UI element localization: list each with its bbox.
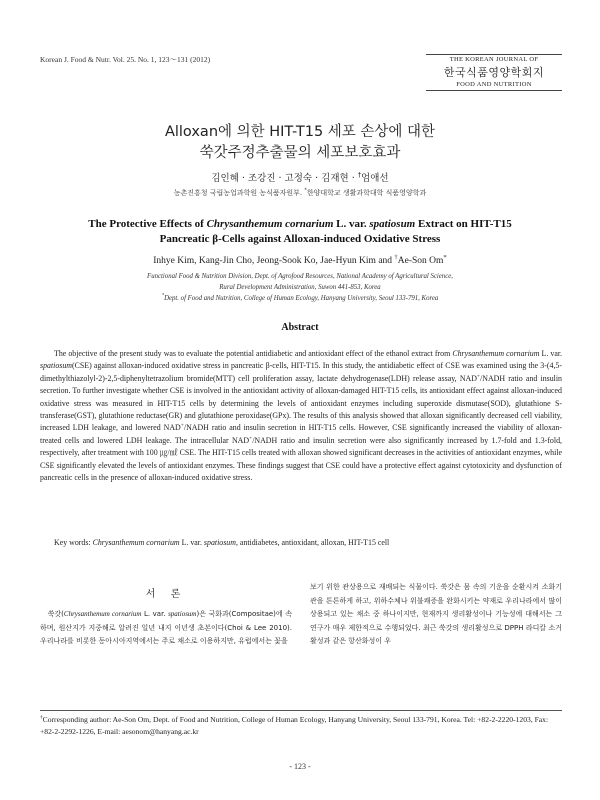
abstract-body: The objective of the present study was to evaluate the potential antidiabetic and antioxidant effect of the ethanol extract from Chrysanthemum cornarium L. var. spatiosum(CSE) against alloxan-induced oxidative stress in pancreatic β-cells, HIT-T15. In this study, the antidiabetic effect of CSE was examined using the 3-(4,5-dimethylthiazolyl-2)-2,5-diphenyltetrazolium bromide(MTT) cell proliferation assay, lactate dehydrogenase(LDH) release assay, NAD+/NADH ratio and insulin secretion. To further investigate whether CSE is involved in the antioxidant activity of alloxan-damaged HIT-T15 cells, its antioxidant effect against alloxan-induced oxidative stress was measured in HIT-T15 cells by determining the levels of antioxidant enzymes including superoxide dismutase(SOD), glutathione S-transferase(GST), glutathione reductase(GR) and glutathione peroxidase(GPx). The results of this analysis showed that alloxan significantly decreased cell viability, increased LDH leakage, and lowered NAD+/NADH ratio and insulin secretion in HIT-T15 cells. However, CSE significantly increased the viability of alloxan-treated cells and lowered LDH leakage. The intracellular NAD+/NADH ratio and insulin secretion were also significantly increased by 1.7-fold and 1.3-fold, respectively, after treatment with 100 ㎍/㎖ CSE. The HIT-T15 cells treated with alloxan showed significant decreases in the activities of antioxidant enzymes, while CSE significantly elevated the levels of antioxidant enzymes. These findings suggest that CSE could have a protective effect against cytotoxicity and dysfunction of pancreatic cells in the presence of alloxan-induced oxidative stress. [40,349,563,483]
english-affiliations [0,271,600,304]
english-title-line2: Pancreatic β-Cells against Alloxan-induced Oxidative Stress [159,233,441,245]
english-title-line1: The Protective Effects of Chrysanthemum cornarium L. var. spatiosum Extract on HIT-T15 [88,218,512,230]
english-affiliation-1-line2: Rural Development Administration, Suwon 441-853, Korea [219,284,381,291]
masthead-en-top: THE KOREAN JOURNAL OF [449,56,539,63]
english-affiliation-2: *Dept. of Food and Nutrition, College of Human Ecology, Hanyang University, Seoul 133-791, Korea [161,293,439,302]
english-affiliation-1-line1: Functional Food & Nutrition Division, Dept. of Agrofood Resources, National Academy of Agricultural Science, [147,273,453,280]
body-column-right: 보기 위한 관상용으로 재배되는 식물이다. 쑥갓은 몸 속의 기운을 순환시켜 소화기관을 튼튼하게 하고, 위하수체나 위불쾌증을 완화시키는 약재로 우리나라에서 많이 상용되고 있는 채소 중 하나이지만, 현재까지 생리활성이나 기능성에 대해서는 그 연구가 매우 제한적으로 수행되었다. 최근 쑥갓의 생리활성으로 DPPH 라디칼 소거활성과 같은 항산화성이 우 [310,583,562,646]
english-authors: Inhye Kim, Kang-Jin Cho, Jeong-Sook Ko, Jae-Hyun Kim and †Ae-Son Om* [153,253,447,266]
abstract-heading: Abstract [281,322,319,333]
korean-affiliation-2: 한양대학교 생활과학대학 식품영양학과 [306,189,427,197]
section-heading-introduction: 서 론 [145,589,187,600]
author-star: * [443,253,447,261]
journal-masthead [426,54,562,91]
journal-citation: Korean J. Food & Nutr. Vol. 25. No. 1, 123～131 (2012) [40,55,211,64]
corresponding-mark-en: † [394,253,398,261]
korean-authors [0,170,600,184]
masthead-en-bottom: FOOD AND NUTRITION [456,81,532,88]
korean-title-line1: Alloxan에 의한 HIT-T15 세포 손상에 대한 [164,124,436,140]
english-title [40,217,560,247]
footnote-rule [40,710,562,711]
body-column-left: 쑥갓(Chrysanthemum cornarium L. var. spatiosum)은 국화과(Compositae)에 속하며, 원산지가 지중해로 알려진 일년 내지 이년생 초본이다(Choi & Lee 2010). 우리나라를 비롯한 동아시아지역에서는 주로 채소로 이용하지만, 유럽에서는 꽃을 [40,610,292,646]
korean-author-list: 김인혜 · 조강진 · 고정숙 · 김재현 · [211,173,358,184]
masthead-rule-bottom [426,90,562,91]
korean-author-last: 엄애선 [361,173,389,184]
affiliation-mark: * [304,187,307,194]
korean-affiliations [0,188,600,198]
corresponding-author-footnote: †Corresponding author: Ae-Son Om, Dept. of Food and Nutrition, College of Human Ecology, Hanyang University, Seoul 133-791, Korea. Tel: +82-2-2220-1203, Fax: +82-2-2292-1226, E-mail: aesonom@hanyang.ac.kr [40,714,549,736]
page-number: - 123 - [289,762,311,771]
keywords: Key words: Chrysanthemum cornarium L. var. spatiosum, antidiabetes, antioxidant, alloxan, HIT-T15 cell [54,538,390,547]
masthead-korean: 한국식품영양학회지 [443,66,545,79]
korean-affiliation-1: 농촌진흥청 국립농업과학원 농식품자원부. [173,189,305,197]
korean-title-line2: 쑥갓주정추출물의 세포보호효과 [199,145,401,161]
corresponding-mark: † [357,170,362,179]
